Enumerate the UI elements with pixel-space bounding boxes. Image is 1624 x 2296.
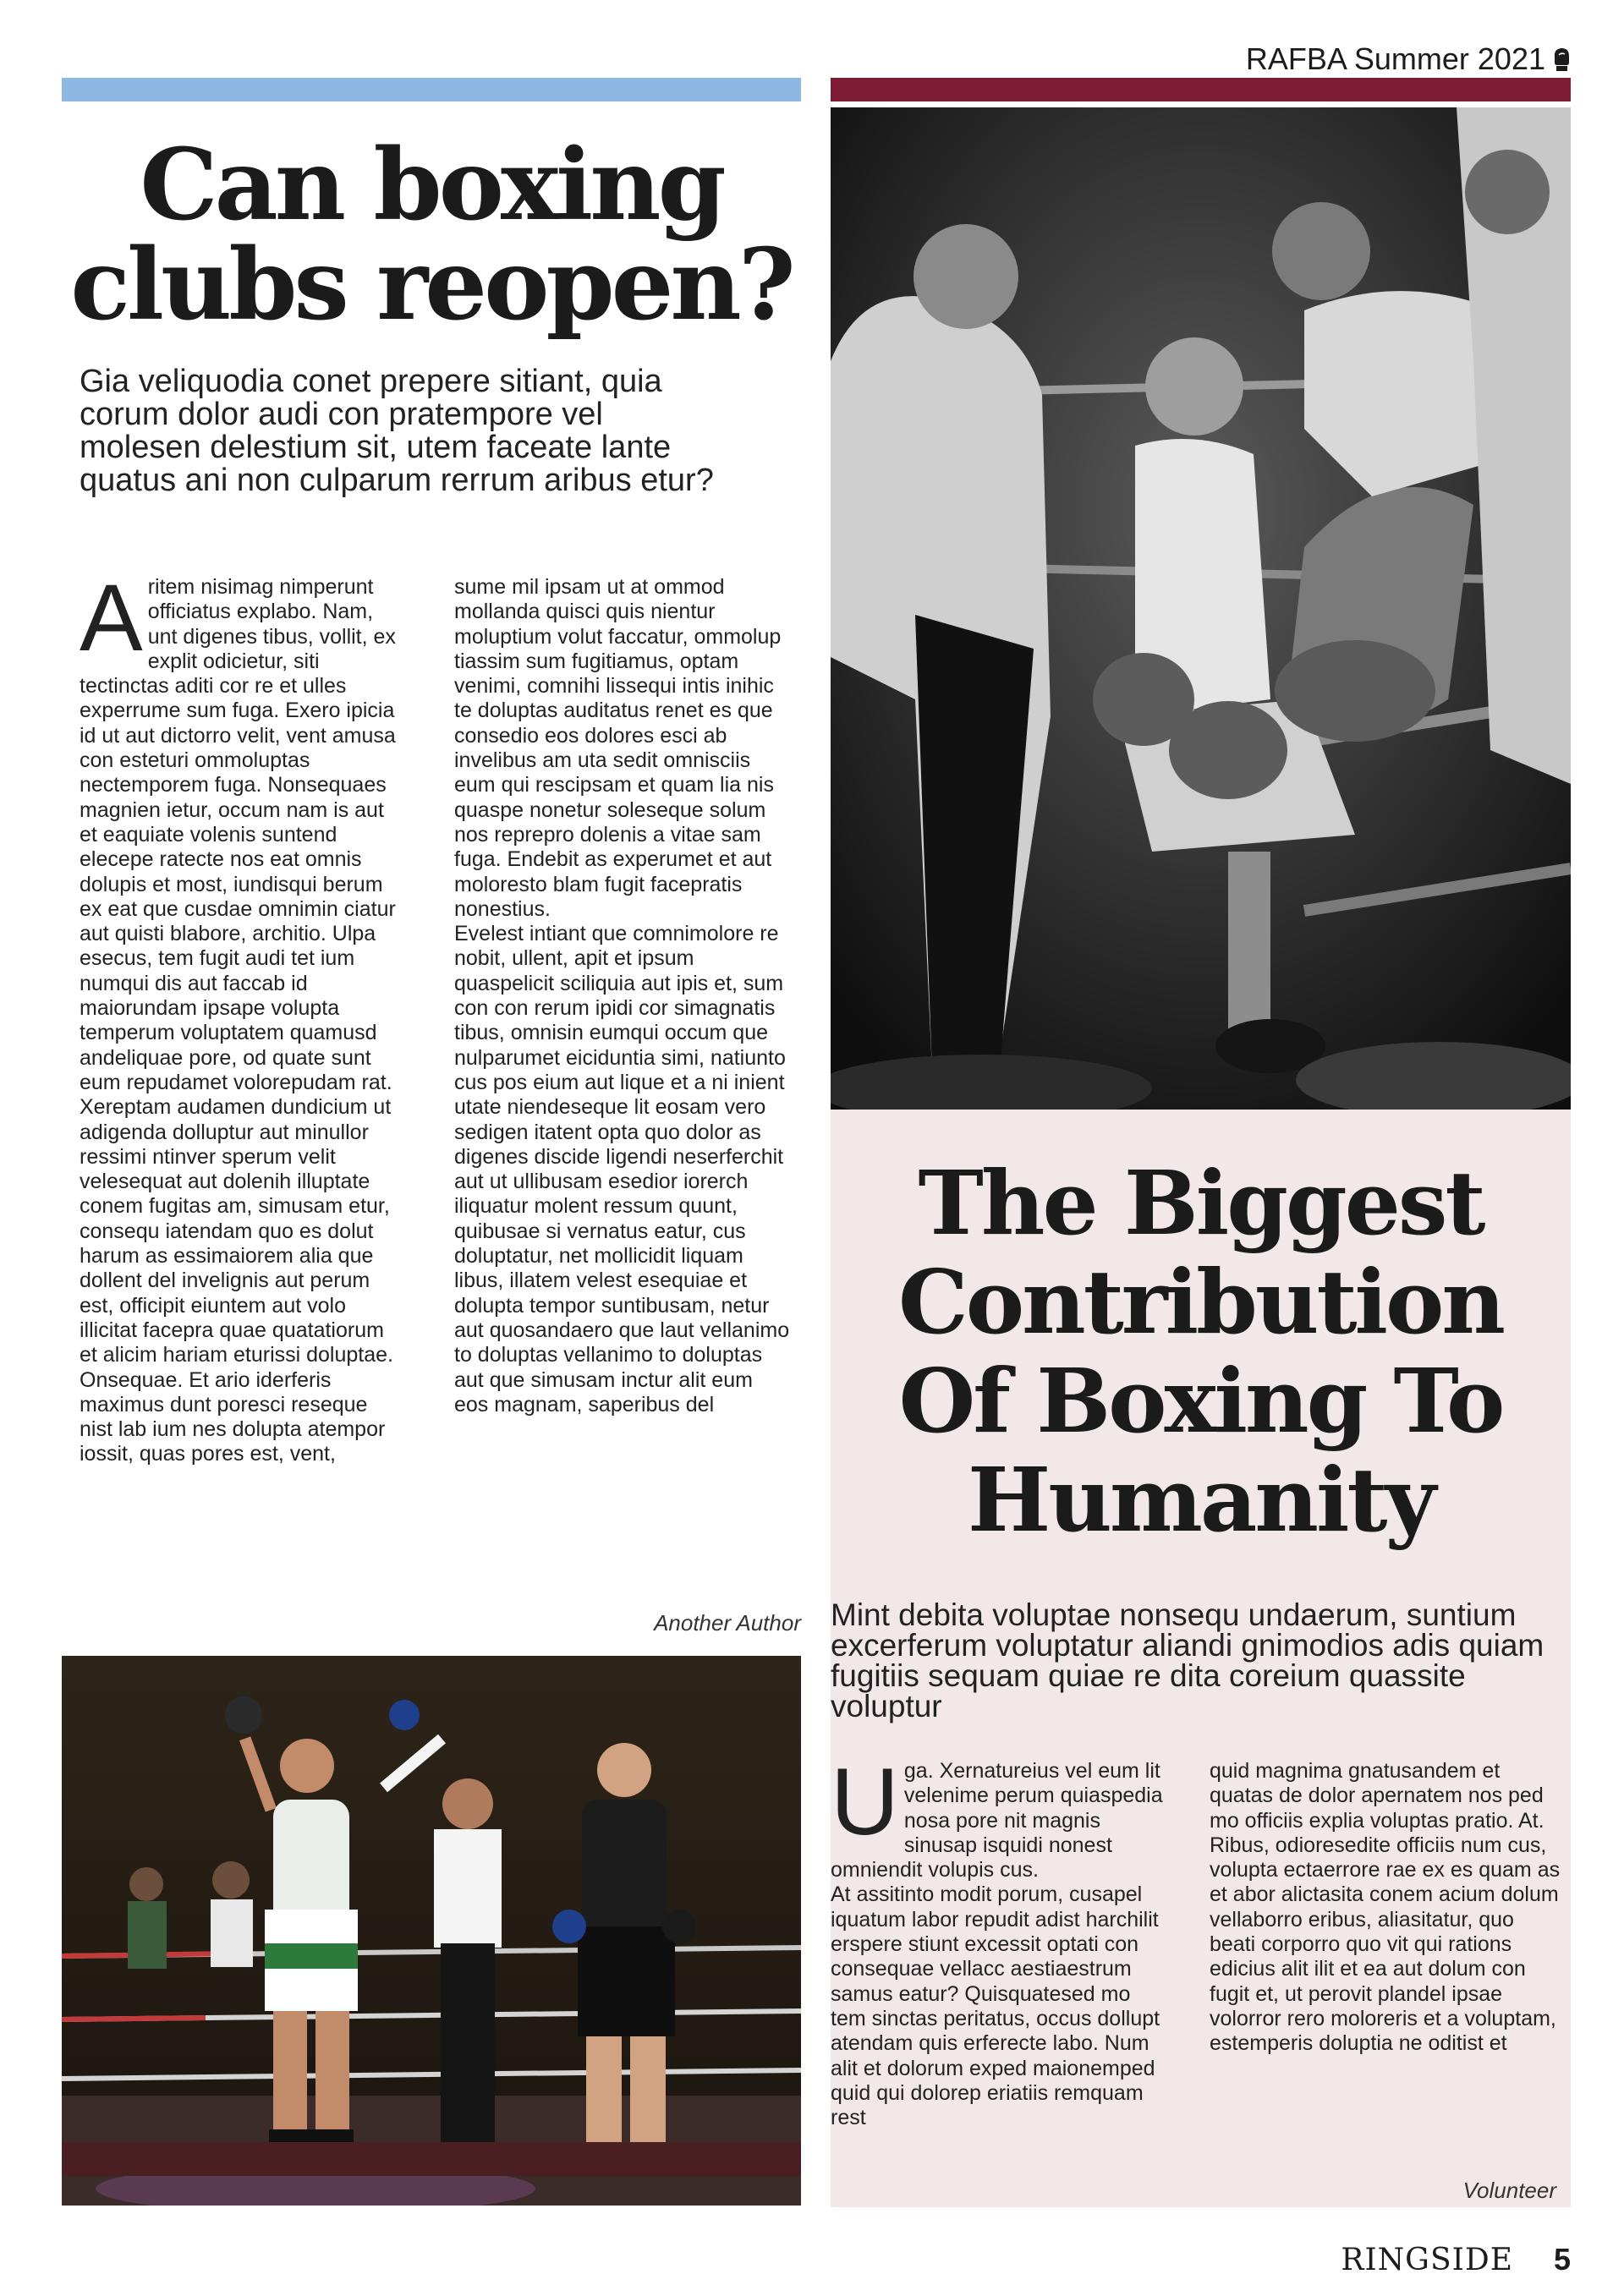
magazine-name: RINGSIDE xyxy=(1341,2243,1513,2277)
winner-referee-photo xyxy=(62,1656,801,2206)
corner-boxer-photo xyxy=(831,107,1571,1110)
article1-paragraph: sume mil ipsam ut at ommod mollanda quisci quis nientur moluptium volut faccatur, ommolup tiassim sum fugitiamus, optam venimi, comnihi lissequi intis inihic te doluptas auditatus renet es que consedio eos dolores esci ab invelibus am uta sedit omnisciis eum qui rescipsam et quam lia nis quaspe nonetur soleseque solum nos reprepro dolenis a vitae sam fuga. Endebit as experumet et aut moloresto blam fugit facepratis nonestius. xyxy=(454,575,782,921)
publication-name: RAFBA xyxy=(1245,41,1347,76)
article1-column-1 xyxy=(80,565,401,1467)
page-footer xyxy=(1341,2242,1571,2277)
article2-byline: Volunteer xyxy=(1462,2178,1556,2203)
article1-column-2 xyxy=(454,575,793,1417)
article1-body-text: ritem nisimag nimperunt officiatus explabo. Nam, unt digenes tibus, vollit, ex explit odicietur, siti tectinctas aditi cor re et ulles experrume sum fuga. Exero ipicia id ut aut dictorro velit, vent amusa con esteturi ommoluptas nectemporem fuga. Nonsequaes magnien ietur, occum nam is aut et eaquiate volenis suntend elecepe ratecte nos eat omnis dolupis et most, iundisqui berum ex eat que cusdae omnimin ciatur aut quisti blabore, architio. Ulpa esecus, tem fugit audi tet ium numqui dis aut faccab id maiorundam ipsape volupta temperum voluptatem quamusd andeliquae pore, od quate sunt eum repudamet volorepudam rat. Xereptam audamen dundicium ut adigenda dolluptur aut minullor ressimi ntinver sperum velit velesequat aut dolenih illuptate conem fugitas am, simusam etur, consequ iatendam quo es dolut harum as essimaiorem alia que dollent del invelignis aut perum est, officipit eiuntem aut volo illicitat facepra quae quatatiorum et alicim hariam eturissi doluptae. Onsequae. Et ario iderferis maximus dunt poresci reseque nist lab ium nes dolupta atempor iossit, quas pores est, vent, xyxy=(80,575,396,1466)
boxing-glove-icon xyxy=(1552,47,1571,72)
article2-paragraph: ga. Xernatureius vel eum lit velenime perum quiaspedia nosa pore nit magnis sinusap isquidi nonest omniendit volupis cus. xyxy=(831,1759,1163,1882)
article2-standfirst: Mint debita voluptae nonsequ undaerum, suntium excerferum voluptatur aliandi gnimodios adis quiam fugitiis sequam quiae re dita coreium quassite voluptur xyxy=(831,1597,1544,1723)
winner-referee-photo-illustration xyxy=(62,1656,801,2206)
article2-paragraph: quid magnima gnatusandem et quatas de dolor apernatem nos ped mo officiis explia voluptas pratio. At. xyxy=(1210,1759,1544,1833)
page-number: 5 xyxy=(1553,2242,1571,2277)
article1-standfirst: Gia veliquodia conet prepere sitiant, quia corum dolor audi con pratempore vel molesen delestium sit, utem faceate lante quatus ani non culparum rerrum aribus etur? xyxy=(80,364,714,498)
article2-headline: The Biggest Contribution Of Boxing To Humanity xyxy=(898,1151,1503,1552)
dropcap: U xyxy=(831,1749,899,1855)
issue-label: Summer 2021 xyxy=(1353,41,1545,76)
page-header xyxy=(1246,41,1571,78)
article1-headline: Can boxing clubs reopen? xyxy=(70,128,793,342)
article1-paragraph: Evelest intiant que comnimolore re nobit, ullent, apit et ipsum quaspelicit sciliquia aut ipis et, sum con con rerum ipidi cor simagnatis tibus, omnisin eumqui occum que nulparumet eiciduntia simi, natiunto cus pos eium aut lique et a ni inient utate niendeseque lit eosam vero sedigen itatent opta quo dolor as digenes discide ligendi neserferchit aut ut ullibusam esedior iorerch iliquatur molent ressum quunt, quibusae si vernatus eatur, cus doluptatur, net mollicidit liquam libus, illatem velest esequiae et dolupta tempor suntibusam, netur aut quosandaero que laut vellanimo to doluptas vellanimo to doluptas aut que simusam inctur alit eum eos magnam, saperibus del xyxy=(454,922,790,1417)
article1-byline: Another Author xyxy=(654,1610,801,1636)
left-accent-bar xyxy=(62,78,801,101)
dropcap: A xyxy=(80,565,143,671)
article2-paragraph: Ribus, odioresedite officiis num cus, volupta ectaerrore rae ex es quam as et abor alictasita conem acium dolum vellaborro eribus, aliasitatur, quo beati corporro quo vit qui rations edicius alit ilit et ea aut dolum con fugit et, ut perovit plandel ipsae volorror rero moloreris et a voluptam, estemperis doluptia ne oditist et xyxy=(1210,1833,1561,2056)
right-accent-bar xyxy=(831,78,1571,101)
corner-boxer-photo-illustration xyxy=(831,107,1571,1110)
article2-column-1 xyxy=(831,1749,1169,2130)
article2-column-2 xyxy=(1210,1759,1565,2057)
article2-paragraph: At assitinto modit porum, cusapel iquatum labor repudit adist harchilit erspere stiunt excessit optati con consequae vellacc aestiaestrum samus eatur? Quisquatesed mo tem sinctas peritatus, occus dollupt atendam quis erferecte labo. Num alit et dolorum exped maionemped quid qui dolorep eriatiis remquam rest xyxy=(831,1882,1160,2130)
